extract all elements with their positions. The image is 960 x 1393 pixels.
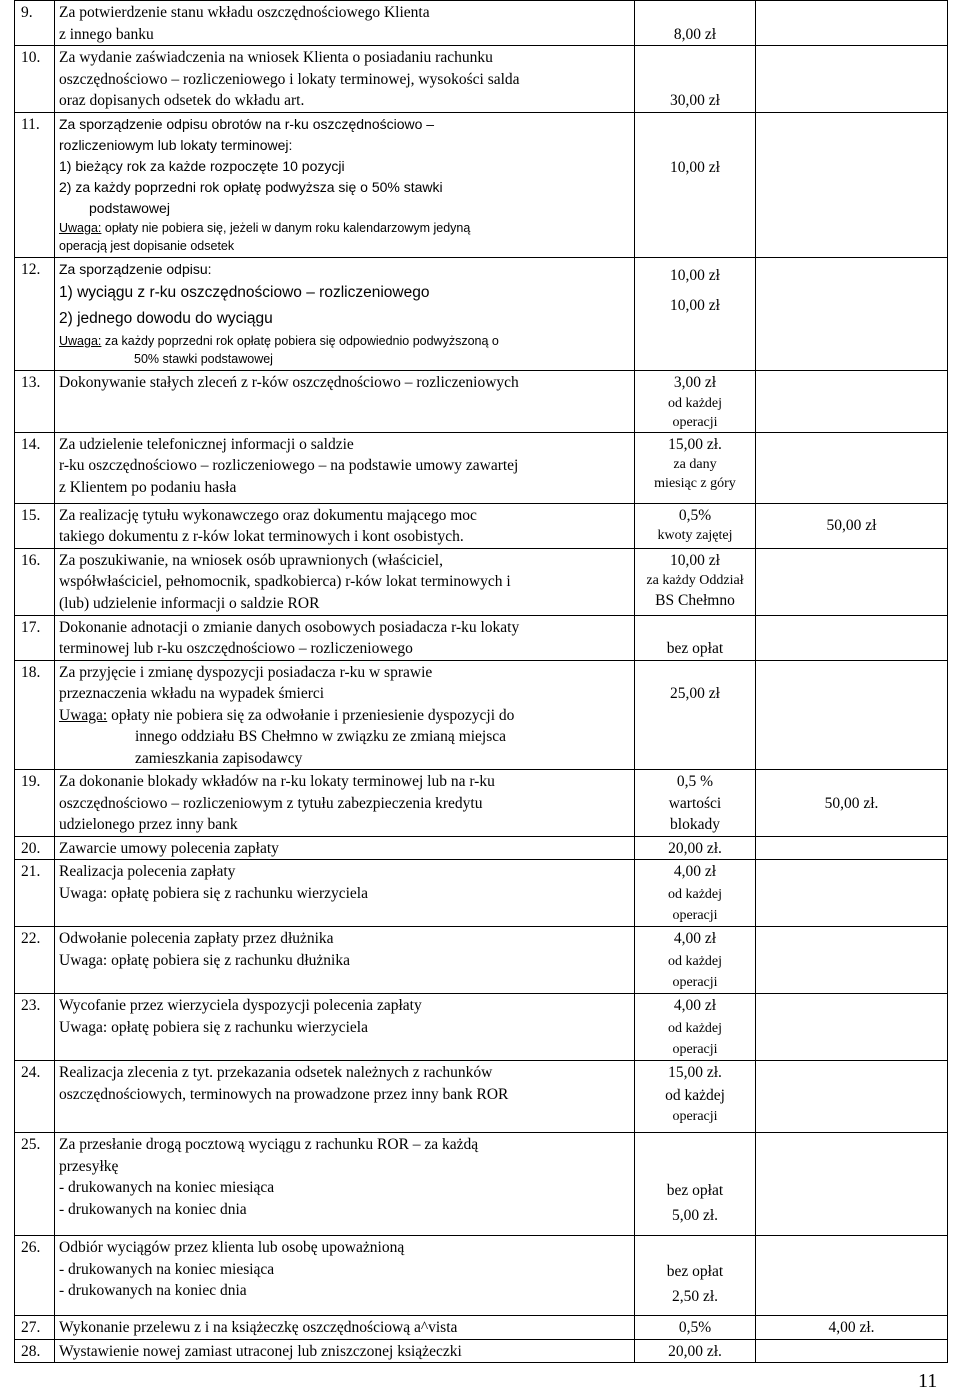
row-number: 27. <box>15 1316 55 1340</box>
table-row <box>15 432 948 503</box>
row-fee: 15,00 zł. od każdej operacji <box>635 1061 756 1133</box>
row-extra <box>756 836 948 860</box>
note: Uwaga: za każdy poprzedni rok opłatę pobiera się odpowiednio podwyższoną o <box>59 334 499 348</box>
table-row <box>15 927 948 994</box>
table-row <box>15 1339 948 1363</box>
row-description: Za sporządzenie odpisu obrotów na r-ku oszczędnościowo – rozliczeniowym lub lokaty terminowej: 1) bieżący rok za każde rozpoczęte 10 pozycji 2) za każdy poprzedni rok opłatę podwyższa się o 50% stawki podstawowej Uwaga: opłaty nie pobiera się, jeżeli w danym roku kalendarzowym jedyną operacją jest dopisanie odsetek <box>55 113 635 258</box>
row-fee: bez opłat 5,00 zł. <box>635 1133 756 1236</box>
row-description: Realizacja zlecenia z tyt. przekazania odsetek należnych z rachunków oszczędnościowych, terminowych na prowadzone przez inny bank ROR <box>55 1061 635 1133</box>
row-number: 18. <box>15 660 55 770</box>
row-extra <box>756 1236 948 1316</box>
row-extra: 4,00 zł. <box>756 1316 948 1340</box>
row-number: 26. <box>15 1236 55 1316</box>
row-description: Realizacja polecenia zapłaty Uwaga: opłatę pobiera się z rachunku wierzyciela <box>55 860 635 927</box>
row-number: 13. <box>15 371 55 433</box>
row-description: Za realizację tytułu wykonawczego oraz dokumentu mającego moc takiego dokumentu z r-ków lokat terminowych i kont osobistych. <box>55 503 635 548</box>
row-extra <box>756 860 948 927</box>
row-description: Za sporządzenie odpisu: 1) wyciągu z r-ku oszczędnościowo – rozliczeniowego 2) jednego dowodu do wyciągu Uwaga: za każdy poprzedni rok opłatę pobiera się odpowiednio podwyższoną o 50% stawki podstawowej <box>55 258 635 371</box>
row-extra <box>756 927 948 994</box>
row-number: 23. <box>15 994 55 1061</box>
row-number: 20. <box>15 836 55 860</box>
row-extra <box>756 1061 948 1133</box>
row-fee: 25,00 zł <box>635 660 756 770</box>
row-fee: 30,00 zł <box>635 46 756 113</box>
table-row <box>15 836 948 860</box>
table-row <box>15 113 948 258</box>
row-description: Zawarcie umowy polecenia zapłaty <box>55 836 635 860</box>
row-number: 12. <box>15 258 55 371</box>
table-row <box>15 1316 948 1340</box>
row-extra <box>756 615 948 660</box>
row-fee: bez opłat <box>635 615 756 660</box>
row-extra: 50,00 zł <box>756 503 948 548</box>
row-fee: 4,00 zł od każdej operacji <box>635 994 756 1061</box>
row-description: Dokonywanie stałych zleceń z r-ków oszczędnościowo – rozliczeniowych <box>55 371 635 433</box>
note: Uwaga: opłaty nie pobiera się, jeżeli w danym roku kalendarzowym jedyną <box>59 221 471 235</box>
row-description: Za przesłanie drogą pocztową wyciągu z rachunku ROR – za każdą przesyłkę - drukowanych na koniec miesiąca - drukowanych na koniec dnia <box>55 1133 635 1236</box>
row-extra <box>756 660 948 770</box>
row-fee: 10,00 zł za każdy Oddział BS Chełmno <box>635 548 756 615</box>
row-fee: 10,00 zł <box>635 113 756 258</box>
row-extra <box>756 1 948 46</box>
note: Uwaga: opłaty nie pobiera się za odwołanie i przeniesienie dyspozycji do <box>59 706 515 724</box>
table-row <box>15 1236 948 1316</box>
row-extra <box>756 46 948 113</box>
row-extra: 50,00 zł. <box>756 770 948 837</box>
row-extra <box>756 258 948 371</box>
row-fee: bez opłat 2,50 zł. <box>635 1236 756 1316</box>
table-row <box>15 548 948 615</box>
table-row <box>15 371 948 433</box>
row-description: Za dokonanie blokady wkładów na r-ku lokaty terminowej lub na r-ku oszczędnościowo – rozliczeniowym z tytułu zabezpieczenia kredytu udzielonego przez inny bank <box>55 770 635 837</box>
page-number: 11 <box>918 1370 938 1392</box>
row-number: 16. <box>15 548 55 615</box>
table-row <box>15 1 948 46</box>
fee-table <box>14 0 948 1363</box>
row-extra <box>756 1339 948 1363</box>
row-description: Wycofanie przez wierzyciela dyspozycji polecenia zapłaty Uwaga: opłatę pobiera się z rachunku wierzyciela <box>55 994 635 1061</box>
row-description: Za udzielenie telefonicznej informacji o saldzie r-ku oszczędnościowo – rozliczeniowego – na podstawie umowy zawartej z Klientem po podaniu hasła <box>55 432 635 503</box>
row-description: Za potwierdzenie stanu wkładu oszczędnościowego Klienta z innego banku <box>55 1 635 46</box>
row-number: 15. <box>15 503 55 548</box>
row-number: 11. <box>15 113 55 258</box>
row-description: Za poszukiwanie, na wniosek osób uprawnionych (właściciel, współwłaściciel, pełnomocnik, spadkobierca) r-ków lokat terminowych i (lub) udzielenie informacji o saldzie ROR <box>55 548 635 615</box>
table-row <box>15 615 948 660</box>
row-extra <box>756 371 948 433</box>
row-fee: 10,00 zł 10,00 zł <box>635 258 756 371</box>
row-description: Wykonanie przelewu z i na książeczkę oszczędnościową a^vista <box>55 1316 635 1340</box>
table-row <box>15 994 948 1061</box>
row-extra <box>756 432 948 503</box>
row-number: 9. <box>15 1 55 46</box>
row-description: Dokonanie adnotacji o zmianie danych osobowych posiadacza r-ku lokaty terminowej lub r-ku oszczędnościowo – rozliczeniowego <box>55 615 635 660</box>
row-fee: 0,5% <box>635 1316 756 1340</box>
row-fee: 8,00 zł <box>635 1 756 46</box>
row-number: 17. <box>15 615 55 660</box>
table-row <box>15 770 948 837</box>
row-fee: 0,5% kwoty zajętej <box>635 503 756 548</box>
row-fee: 20,00 zł. <box>635 836 756 860</box>
row-number: 21. <box>15 860 55 927</box>
row-fee: 20,00 zł. <box>635 1339 756 1363</box>
table-row <box>15 258 948 371</box>
row-description: Za wydanie zaświadczenia na wniosek Klienta o posiadaniu rachunku oszczędnościowo – rozliczeniowego i lokaty terminowej, wysokości salda oraz dopisanych odsetek do wkładu art. <box>55 46 635 113</box>
table-row <box>15 503 948 548</box>
row-description: Odwołanie polecenia zapłaty przez dłużnika Uwaga: opłatę pobiera się z rachunku dłużnika <box>55 927 635 994</box>
row-extra <box>756 113 948 258</box>
row-number: 25. <box>15 1133 55 1236</box>
row-extra <box>756 994 948 1061</box>
row-number: 28. <box>15 1339 55 1363</box>
row-description: Za przyjęcie i zmianę dyspozycji posiadacza r-ku w sprawie przeznaczenia wkładu na wypadek śmierci Uwaga: opłaty nie pobiera się za odwołanie i przeniesienie dyspozycji do innego oddziału BS Chełmno w związku ze zmianą miejsca zamieszkania zapisodawcy <box>55 660 635 770</box>
row-number: 10. <box>15 46 55 113</box>
table-row <box>15 860 948 927</box>
row-extra <box>756 1133 948 1236</box>
row-fee: 3,00 zł od każdej operacji <box>635 371 756 433</box>
table-row <box>15 46 948 113</box>
table-row <box>15 660 948 770</box>
row-number: 24. <box>15 1061 55 1133</box>
row-fee: 4,00 zł od każdej operacji <box>635 860 756 927</box>
row-number: 14. <box>15 432 55 503</box>
table-row <box>15 1061 948 1133</box>
row-number: 19. <box>15 770 55 837</box>
row-description: Wystawienie nowej zamiast utraconej lub zniszczonej książeczki <box>55 1339 635 1363</box>
row-description: Odbiór wyciągów przez klienta lub osobę upoważnioną - drukowanych na koniec miesiąca - drukowanych na koniec dnia <box>55 1236 635 1316</box>
row-fee: 4,00 zł od każdej operacji <box>635 927 756 994</box>
row-fee: 0,5 % wartości blokady <box>635 770 756 837</box>
row-fee: 15,00 zł. za dany miesiąc z góry <box>635 432 756 503</box>
row-number: 22. <box>15 927 55 994</box>
row-extra <box>756 548 948 615</box>
table-row <box>15 1133 948 1236</box>
